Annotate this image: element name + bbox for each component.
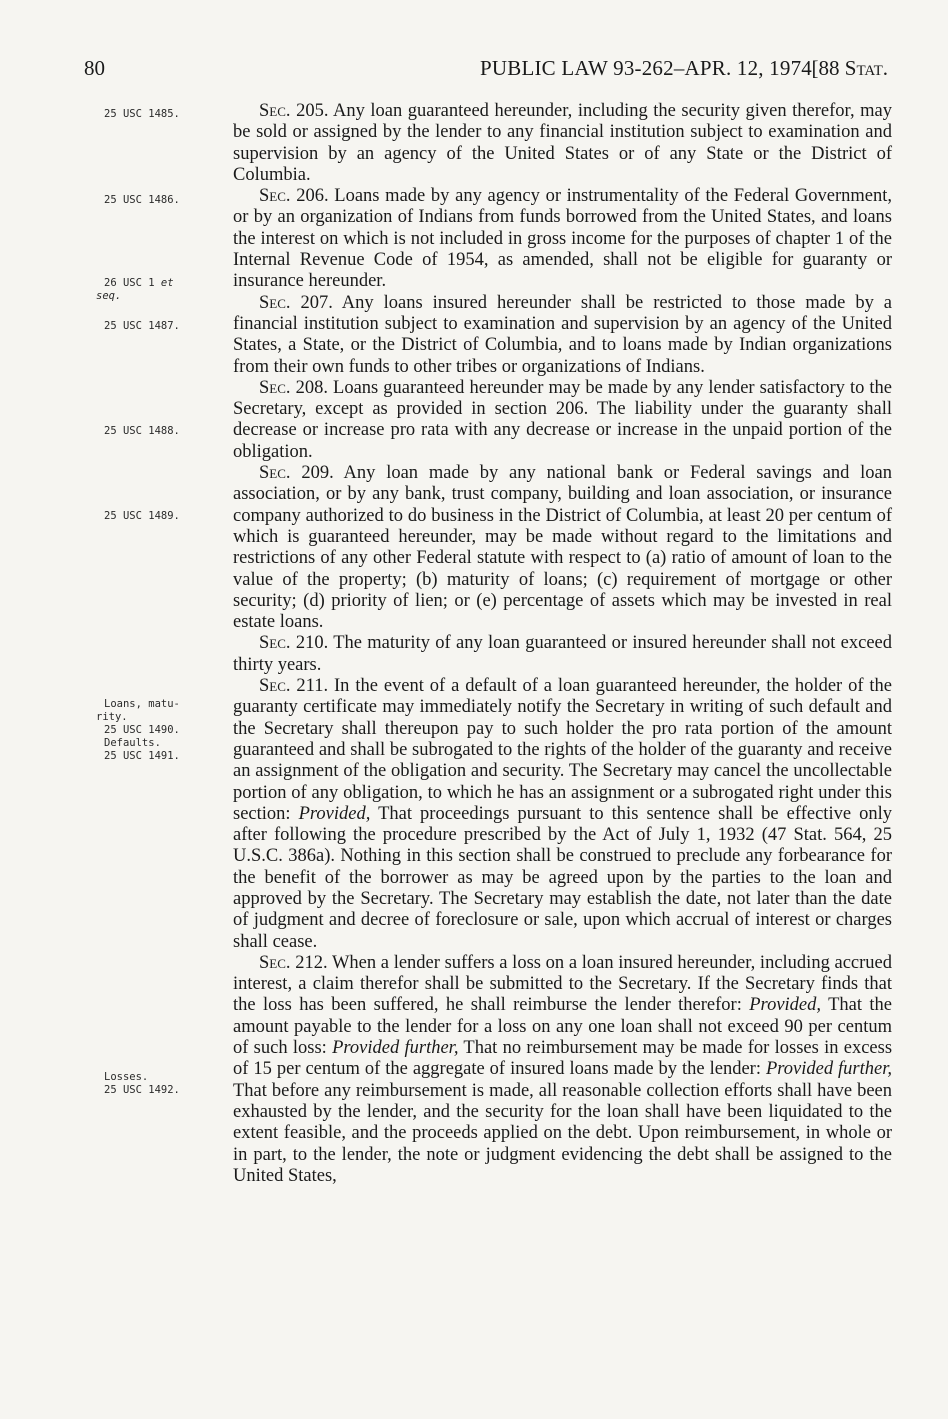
section-text: Loans guaranteed hereunder may be made by any lender satisfactory to the Secretary, except as provided in section 206. The liability under the guaranty shall decrease or increase pro rata with any decrease or increase in the unpaid portion of the obligation. [233, 377, 893, 462]
section-212 [233, 953, 892, 1187]
section-label: Sec. 212. [259, 952, 328, 973]
header-title: PUBLIC LAW 93-262–APR. 12, 1974 [480, 56, 812, 80]
section-210 [233, 633, 892, 676]
margin-note-26usc-b: et [160, 277, 174, 289]
margin-note-loans-maturity [96, 698, 224, 763]
section-text-b: That the amount payable to the lender for a loss on any one loan shall not exceed 90 per centum of such loss: [233, 995, 893, 1059]
running-header [84, 56, 888, 86]
section-211 [233, 676, 892, 953]
section-208 [233, 378, 892, 463]
section-label: Sec. 211. [259, 676, 329, 697]
margin-note-1486: 25 USC 1486. [104, 194, 180, 206]
section-label: Sec. 206. [259, 186, 329, 207]
section-text: Loans made by any agency or instrumentality of the Federal Government, or by an organization of Indians from funds borrowed from the United States, and loans the interest on which is not included in gross income for the purposes of chapter 1 of the Internal Revenue Code of 1954, as amended, shall not be eligible for guaranty or insurance hereunder. [233, 186, 893, 292]
section-text-a: In the event of a default of a loan guaranteed hereunder, the holder of the guaranty certificate may immediately notify the Secretary in writing of such default and the Secretary shall thereupon pay to such holder the pro rata portion of the amount guaranteed and shall be subrogated to the rights of the holder of the guaranty and receive an assignment of the obligation and security. The Secretary may cancel the uncollectable portion of any obligation, to which he has an assignment or a subrogated right under this section: [233, 676, 893, 824]
section-label: Sec. 205. [259, 101, 329, 121]
volume-suffix: Stat. [844, 56, 888, 80]
section-205 [233, 101, 892, 186]
proviso: Provided, [298, 803, 371, 824]
section-label: Sec. 207. [259, 292, 333, 313]
proviso-further: Provided further, [765, 1059, 892, 1080]
statute-body [233, 101, 892, 1187]
section-label: Sec. 208. [259, 377, 328, 398]
margin-note-26usc-a: 26 USC 1 [104, 277, 155, 289]
margin-note-1489: 25 USC 1489. [104, 510, 180, 522]
margin-note-1491: 25 USC 1491. [104, 750, 180, 762]
margin-note-1487: 25 USC 1487. [104, 320, 180, 332]
margin-note-losses-label: Losses. [104, 1071, 149, 1083]
margin-note-26usc-c: seq. [96, 290, 122, 302]
section-text: Any loans insured hereunder shall be restricted to those made by a financial institution subject to examination and supervision by an agency of the United States, a State, or the District of Columbia, and to loans made by Indian organizations from their own funds to other tribes or organizations of Indians. [233, 292, 892, 377]
margin-note-1490: 25 USC 1490. [104, 724, 180, 736]
margin-note-26usc [96, 277, 224, 303]
page-number: 80 [84, 56, 105, 80]
section-label: Sec. 209. [259, 463, 334, 484]
section-text: Any loan made by any national bank or Federal savings and loan association, or by any bank, trust company, building and loan association, or insurance company authorized to do business in the District of Columbia, at least 20 per centum of which is guaranteed hereunder, may be made without regard to the limitations and restrictions of any other Federal statute with respect to (a) ratio of amount of loan to the value of the property; (b) maturity of loans; (c) requirement of mortgage or other security; (d) priority of lien; or (e) percentage of assets which may be invested in real estate loans. [233, 463, 892, 633]
section-206 [233, 186, 892, 292]
margin-note-1485: 25 USC 1485. [104, 108, 180, 120]
section-label: Sec. 210. [259, 633, 329, 654]
proviso-further: Provided further, [332, 1038, 459, 1059]
section-209 [233, 463, 892, 633]
section-text-a: When a lender suffers a loss on a loan insured hereunder, including accrued interest, a claim therefor shall be submitted to the Secretary. If the Secretary finds that the loss has been suffered, he shall reimburse the lender therefor: [233, 952, 893, 1016]
section-207 [233, 293, 892, 378]
section-text-d: That before any reimbursement is made, all reasonable collection efforts shall have been exhausted by the lender, and the security for the loan shall have been liquidated to the extent feasible, and the proceeds applied on the debt. Upon reimbursement, in whole or in part, to the lender, the note or judgment evidencing the debt shall be assigned to the United States, [233, 1080, 892, 1186]
section-text-c: That no reimbursement may be made for losses in excess of 15 per centum of the aggregate of insured loans made by the lender: [233, 1038, 893, 1080]
margin-note-loans-maturity-a: Loans, matu- [104, 698, 180, 710]
volume-citation [812, 56, 888, 81]
volume-prefix: [88 [811, 56, 840, 80]
margin-note-1492: 25 USC 1492. [104, 1084, 180, 1096]
margin-note-defaults: Defaults. [104, 737, 161, 749]
margin-note-1488: 25 USC 1488. [104, 425, 180, 437]
section-text: The maturity of any loan guaranteed or insured hereunder shall not exceed thirty years. [233, 633, 892, 675]
section-text: Any loan guaranteed hereunder, including the security given therefor, may be sold or assigned by the lender to any financial institution subject to examination and supervision by an agency of the United States or of any State or the District of Columbia. [233, 101, 892, 185]
proviso: Provided, [749, 995, 822, 1016]
margin-note-loans-maturity-b: rity. [96, 711, 128, 723]
margin-note-losses [104, 1071, 224, 1097]
section-text-b: That proceedings pursuant to this sentence shall be effective only after following the procedure prescribed by the Act of July 1, 1932 (47 Stat. 564, 25 U.S.C. 386a). Nothing in this section shall be construed to preclude any forbearance for the benefit of the borrower as may be agreed upon by the parties to the loan and approved by the Secretary. The Secretary may establish the date, not later than the date of judgment and decree of foreclosure or sale, upon which accrual of interest or charges shall cease. [233, 803, 892, 952]
